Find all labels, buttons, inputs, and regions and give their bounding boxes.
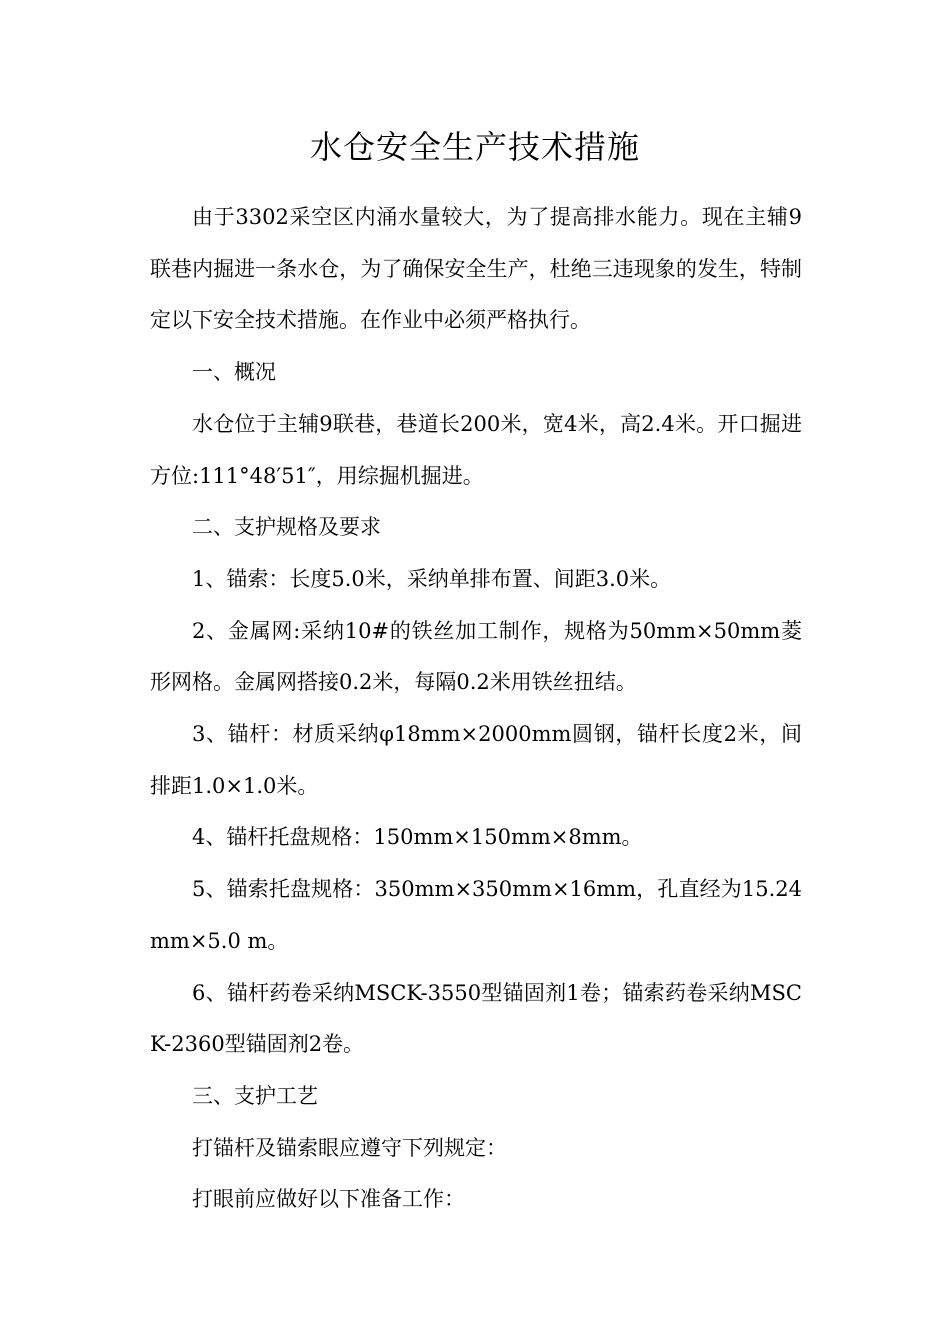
list-item-cable-tray: 5、锚索托盘规格：350mm×350mm×16mm，孔直经为15.24mm×5.0 m。 (150, 877, 802, 953)
paragraph-preparation: 打眼前应做好以下准备工作： (192, 1187, 465, 1212)
list-item-anchor-bolt: 3、锚杆：材质采纳φ18mm×2000mm圆钢，锚杆长度2米，间排距1.0×1.0米。 (150, 722, 802, 798)
paragraph-drilling-rules: 打锚杆及锚索眼应遵守下列规定： (192, 1135, 507, 1160)
paragraph-intro: 由于3302采空区内涌水量较大，为了提高排水能力。现在主辅9联巷内掘进一条水仓，为了确保安全生产，杜绝三违现象的发生，特制定以下安全技术措施。在作业中必须严格执行。 (150, 205, 802, 333)
document-title: 水仓安全生产技术措施 (309, 128, 640, 166)
list-item-metal-mesh: 2、金属网:采纳10#的铁丝加工制作，规格为50mm×50mm菱形网格。金属网搭接0.2米，每隔0.2米用铁丝扭结。 (150, 618, 802, 695)
section-heading-overview: 一、概况 (192, 360, 276, 385)
paragraph-overview: 水仓位于主辅9联巷，巷道长200米，宽4米，高2.4米。开口掘进方位:111°48′51″，用综掘机掘进。 (150, 411, 802, 488)
list-item-bolt-tray: 4、锚杆托盘规格：150mm×150mm×8mm。 (192, 825, 643, 850)
document-body (150, 192, 802, 1226)
section-heading-support: 二、支护规格及要求 (192, 515, 381, 540)
list-item-resin-cartridge: 6、锚杆药卷采纳MSCK-3550型锚固剂1卷；锚索药卷采纳MSCK-2360型锚固剂2卷。 (150, 980, 802, 1057)
section-heading-process: 三、支护工艺 (192, 1083, 318, 1108)
list-item-anchor-cable: 1、锚索：长度5.0米，采纳单排布置、间距3.0米。 (192, 566, 672, 591)
